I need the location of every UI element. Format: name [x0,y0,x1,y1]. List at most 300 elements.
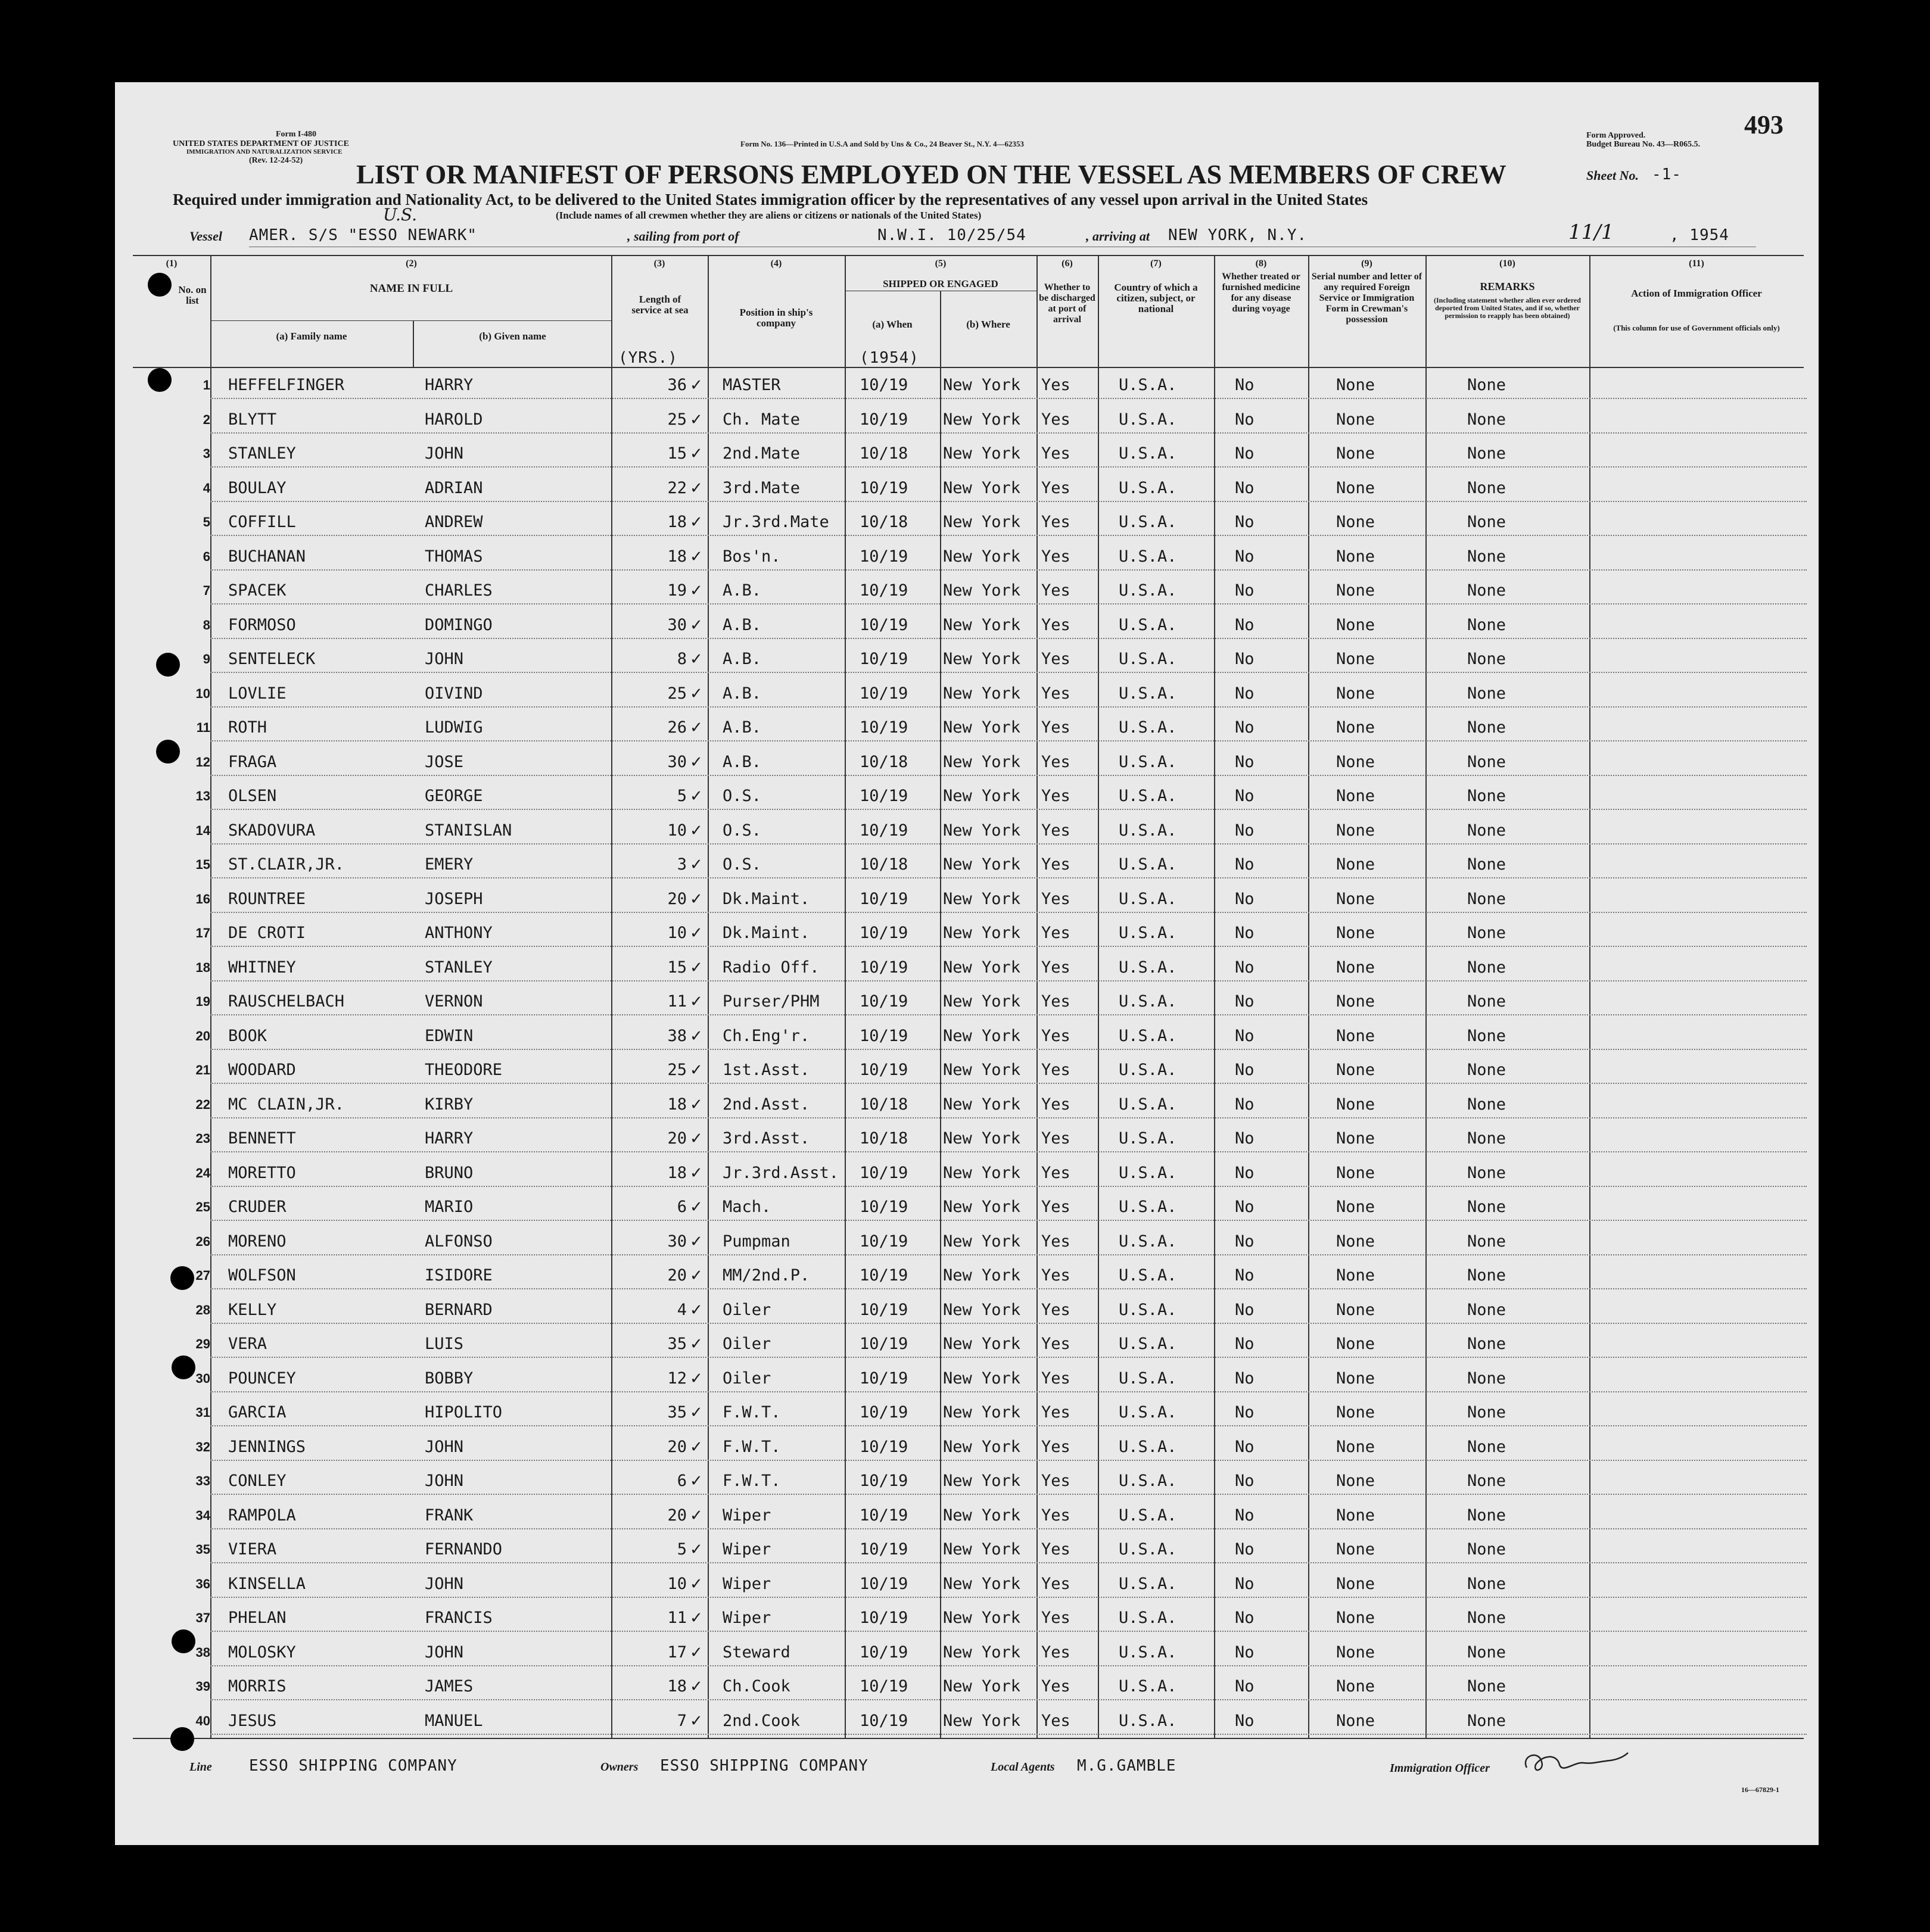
shipped-when: 10/19 [860,1711,908,1730]
checkmark-icon: ✓ [690,1506,703,1525]
discharged: Yes [1041,1437,1070,1456]
col10-header: REMARKS [1480,281,1535,292]
citizenship: U.S.A. [1119,478,1177,497]
crew-row [115,1395,1819,1430]
given-name: FRANCIS [425,1609,493,1627]
given-name: STANLEY [425,958,493,977]
shipped-where: New York [943,684,1021,703]
remarks: None [1467,1574,1506,1593]
remarks: None [1467,444,1506,463]
serial-number: None [1336,1061,1375,1079]
crew-row [115,1224,1819,1259]
col10-note: (Including statement whether alien ever ordered deported from United States, and if so, whether permission to reapply has been obtained) [1434,296,1581,320]
shipped-when: 10/18 [860,513,908,531]
medicine: No [1235,1369,1254,1388]
row-number: 39 [195,1679,210,1694]
family-name: WOODARD [228,1061,296,1079]
remarks: None [1467,1711,1506,1730]
serial-number: None [1336,1609,1375,1627]
shipped-when: 10/19 [860,1437,908,1456]
remarks: None [1467,1369,1506,1388]
position: A.B. [723,684,762,703]
shipped-when: 10/19 [860,924,908,942]
vessel-value: AMER. S/S "ESSO NEWARK" [249,226,478,244]
row-rule [210,775,1807,776]
shipped-where: New York [943,1266,1021,1285]
shipped-where: New York [943,650,1021,668]
years-at-sea: 20 [667,1129,687,1148]
discharged: Yes [1041,924,1070,942]
family-name: MOLOSKY [228,1643,296,1662]
shipped-where: New York [943,1472,1021,1490]
line-label: Line [189,1760,212,1774]
shipped-where: New York [943,1643,1021,1662]
remarks: None [1467,958,1506,977]
row-number: 12 [195,754,210,769]
position: F.W.T. [723,1472,781,1490]
years-at-sea: 5 [677,787,687,805]
serial-number: None [1336,444,1375,463]
given-name: DOMINGO [425,615,493,634]
remarks: None [1467,513,1506,531]
serial-number: None [1336,1574,1375,1593]
position: Wiper [723,1506,771,1525]
row-number: 19 [195,994,210,1009]
row-rule [210,1528,1807,1529]
col2-number: (2) [406,258,417,269]
vessel-label: Vessel [189,229,222,244]
family-name: MORETTO [228,1163,296,1182]
col1-header: No. on list [178,284,207,306]
years-at-sea: 30 [667,752,687,771]
serial-number: None [1336,821,1375,840]
position: A.B. [723,718,762,737]
row-number: 3 [203,446,210,461]
shipped-where: New York [943,1095,1021,1114]
checkmark-icon: ✓ [690,1095,703,1114]
family-name: JENNINGS [228,1437,306,1456]
discharged: Yes [1041,1335,1070,1353]
row-number: 29 [195,1336,210,1351]
position: Mach. [723,1198,771,1216]
family-name: COFFILL [228,513,296,531]
years-at-sea: 20 [667,1437,687,1456]
given-name: VERNON [425,992,483,1011]
shipped-when: 10/19 [860,615,908,634]
position: MM/2nd.P. [723,1266,810,1285]
serial-number: None [1336,1540,1375,1559]
given-name: MARIO [425,1198,474,1216]
discharged: Yes [1041,650,1070,668]
checkmark-icon: ✓ [690,1027,703,1045]
remarks: None [1467,889,1506,908]
medicine: No [1235,855,1254,874]
col11-note: (This column for use of Government officials only) [1613,323,1780,332]
citizenship: U.S.A. [1119,650,1177,668]
position: MASTER [723,376,781,394]
shipped-where: New York [943,478,1021,497]
dept-line-2: IMMIGRATION AND NATURALIZATION SERVICE [186,148,343,155]
given-name: JOHN [425,444,464,463]
years-at-sea: 18 [667,1677,687,1696]
discharged: Yes [1041,1711,1070,1730]
crew-row [115,745,1819,780]
shipped-when: 10/19 [860,1232,908,1251]
row-rule [210,1494,1807,1495]
serial-number: None [1336,1026,1375,1045]
col5a-header: (a) When [872,319,913,330]
col5-year: (1954) [860,349,919,367]
family-name: MC CLAIN,JR. [228,1095,345,1114]
shipped-when: 10/19 [860,581,908,600]
punch-hole [148,273,172,297]
remarks: None [1467,924,1506,942]
crew-row [115,1669,1819,1704]
crew-row [115,642,1819,677]
family-name: BLYTT [228,410,277,429]
agents-value: M.G.GAMBLE [1077,1757,1176,1775]
remarks: None [1467,615,1506,634]
discharged: Yes [1041,1472,1070,1490]
given-name: ANDREW [425,513,483,531]
serial-number: None [1336,1129,1375,1148]
checkmark-icon: ✓ [690,376,703,394]
citizenship: U.S.A. [1119,752,1177,771]
row-number: 5 [203,515,210,529]
discharged: Yes [1041,1609,1070,1627]
shipped-where: New York [943,1403,1021,1422]
col1-number: (1) [166,258,178,269]
citizenship: U.S.A. [1119,547,1177,566]
shipped-when: 10/19 [860,958,908,977]
crew-row [115,1087,1819,1122]
checkmark-icon: ✓ [690,890,703,908]
position: Dk.Maint. [723,889,810,908]
shipped-when: 10/19 [860,1677,908,1696]
discharged: Yes [1041,855,1070,874]
crew-row [115,1053,1819,1087]
remarks: None [1467,1129,1506,1148]
checkmark-icon: ✓ [690,1575,703,1593]
family-name: POUNCEY [228,1369,296,1388]
row-rule [210,638,1807,639]
years-at-sea: 10 [667,924,687,942]
citizenship: U.S.A. [1119,1472,1177,1490]
row-number: 23 [195,1131,210,1146]
shipped-where: New York [943,992,1021,1011]
crew-row [115,1121,1819,1156]
shipped-where: New York [943,787,1021,805]
serial-number: None [1336,410,1375,429]
citizenship: U.S.A. [1119,1506,1177,1525]
given-name: ADRIAN [425,478,483,497]
col11-number: (11) [1689,258,1704,269]
printer-line: Form No. 136—Printed in U.S.A and Sold by Uns & Co., 24 Beaver St., N.Y. 4—62353 [740,139,1024,148]
sailing-label: , sailing from port of [627,229,739,244]
medicine: No [1235,1711,1254,1730]
crew-row [115,505,1819,540]
remarks: None [1467,1026,1506,1045]
shipped-where: New York [943,1026,1021,1045]
medicine: No [1235,718,1254,737]
family-name: BOOK [228,1026,267,1045]
punch-hole [172,1355,195,1379]
col9-header: Serial number and letter of any required Foreign Service or Immigration Form in Crewman's possession [1311,272,1422,325]
remarks: None [1467,376,1506,394]
shipped-when: 10/18 [860,1095,908,1114]
citizenship: U.S.A. [1119,444,1177,463]
family-name: ROUNTREE [228,889,306,908]
row-rule [210,1186,1807,1187]
checkmark-icon: ✓ [690,1130,703,1148]
row-rule [210,809,1807,810]
remarks: None [1467,410,1506,429]
shipped-where: New York [943,376,1021,394]
citizenship: U.S.A. [1119,1163,1177,1182]
row-rule [210,1151,1807,1152]
col3-unit: (YRS.) [618,349,678,367]
years-at-sea: 15 [667,958,687,977]
family-name: FORMOSO [228,615,296,634]
form-revision: (Rev. 12-24-52) [249,156,303,165]
given-name: THEODORE [425,1061,503,1079]
shipped-when: 10/19 [860,992,908,1011]
crew-row [115,1327,1819,1361]
medicine: No [1235,992,1254,1011]
row-rule [210,1083,1807,1084]
row-number: 24 [195,1165,210,1180]
medicine: No [1235,889,1254,908]
citizenship: U.S.A. [1119,821,1177,840]
shipped-where: New York [943,1369,1021,1388]
shipped-when: 10/18 [860,1129,908,1148]
col2-header: NAME IN FULL [369,282,453,295]
shipped-when: 10/19 [860,718,908,737]
years-at-sea: 15 [667,444,687,463]
remarks: None [1467,547,1506,566]
row-rule [210,1254,1807,1255]
given-name: MANUEL [425,1711,483,1730]
row-rule [210,1391,1807,1392]
col5-number: (5) [935,258,947,269]
citizenship: U.S.A. [1119,889,1177,908]
family-name: MORRIS [228,1677,287,1696]
dept-line-1: UNITED STATES DEPARTMENT OF JUSTICE [173,139,349,148]
checkmark-icon: ✓ [690,445,703,463]
citizenship: U.S.A. [1119,410,1177,429]
given-name: BRUNO [425,1163,474,1182]
crew-row [115,1567,1819,1601]
shipped-where: New York [943,1540,1021,1559]
medicine: No [1235,787,1254,805]
medicine: No [1235,1095,1254,1114]
position: Pumpman [723,1232,790,1251]
citizenship: U.S.A. [1119,1711,1177,1730]
row-number: 28 [195,1302,210,1317]
col11-header: Action of Immigration Officer [1631,288,1762,299]
discharged: Yes [1041,1095,1070,1114]
remarks: None [1467,1437,1506,1456]
manifest-title: LIST OR MANIFEST OF PERSONS EMPLOYED ON THE VESSEL AS MEMBERS OF CREW [356,159,1506,189]
serial-number: None [1336,889,1375,908]
position: 2nd.Cook [723,1711,801,1730]
years-at-sea: 25 [667,410,687,429]
crew-row [115,1190,1819,1224]
citizenship: U.S.A. [1119,1026,1177,1045]
col9-number: (9) [1361,258,1372,269]
shipped-when: 10/19 [860,1369,908,1388]
row-rule [210,1665,1807,1666]
remarks: None [1467,1163,1506,1182]
medicine: No [1235,1232,1254,1251]
serial-number: None [1336,513,1375,531]
discharged: Yes [1041,547,1070,566]
crew-row [115,1498,1819,1533]
checkmark-icon: ✓ [690,547,703,566]
discharged: Yes [1041,1369,1070,1388]
medicine: No [1235,376,1254,394]
agents-label: Local Agents [991,1760,1055,1774]
crew-row [115,779,1819,814]
discharged: Yes [1041,1129,1070,1148]
discharged: Yes [1041,615,1070,634]
checkmark-icon: ✓ [690,1232,703,1251]
row-number: 22 [195,1096,210,1112]
row-rule [210,1562,1807,1563]
crew-row [115,951,1819,985]
medicine: No [1235,581,1254,600]
family-name: WOLFSON [228,1266,296,1285]
row-number: 40 [195,1713,210,1728]
medicine: No [1235,1643,1254,1662]
remarks: None [1467,855,1506,874]
medicine: No [1235,684,1254,703]
serial-number: None [1336,650,1375,668]
position: O.S. [723,821,762,840]
family-name: BOULAY [228,478,287,497]
years-at-sea: 8 [677,650,687,668]
crew-row [115,882,1819,917]
discharged: Yes [1041,478,1070,497]
serial-number: None [1336,1198,1375,1216]
remarks: None [1467,992,1506,1011]
medicine: No [1235,1609,1254,1627]
row-number: 32 [195,1439,210,1454]
years-at-sea: 7 [677,1711,687,1730]
row-number: 27 [195,1268,210,1283]
row-number: 17 [195,926,210,940]
shipped-where: New York [943,1506,1021,1525]
years-at-sea: 20 [667,1266,687,1285]
years-at-sea: 20 [667,1506,687,1525]
checkmark-icon: ✓ [690,958,703,977]
citizenship: U.S.A. [1119,615,1177,634]
position: Wiper [723,1574,771,1593]
shipped-when: 10/19 [860,1026,908,1045]
shipped-when: 10/19 [860,1198,908,1216]
col6-header: Whether to be discharged at port of arrival [1039,282,1095,325]
row-rule [210,432,1807,434]
family-name: BUCHANAN [228,547,306,566]
family-name: LOVLIE [228,684,287,703]
shipped-when: 10/19 [860,1540,908,1559]
given-name: STANISLAN [425,821,512,840]
position: 3rd.Asst. [723,1129,810,1148]
shipped-when: 10/19 [860,1266,908,1285]
family-name: RAUSCHELBACH [228,992,345,1011]
medicine: No [1235,1266,1254,1285]
serial-number: None [1336,1232,1375,1251]
position: Wiper [723,1609,771,1627]
position: Oiler [723,1300,771,1319]
remarks: None [1467,581,1506,600]
row-rule [210,672,1807,673]
serial-number: None [1336,1369,1375,1388]
serial-number: None [1336,1437,1375,1456]
row-number: 6 [203,549,210,564]
medicine: No [1235,1061,1254,1079]
years-at-sea: 11 [667,992,687,1011]
position: F.W.T. [723,1437,781,1456]
checkmark-icon: ✓ [690,787,703,805]
shipped-when: 10/19 [860,650,908,668]
row-rule [210,1220,1807,1221]
row-rule [210,877,1807,878]
row-rule [210,535,1807,536]
medicine: No [1235,1472,1254,1490]
medicine: No [1235,1677,1254,1696]
years-at-sea: 35 [667,1403,687,1422]
crew-row [115,984,1819,1019]
shipped-where: New York [943,1437,1021,1456]
medicine: No [1235,547,1254,566]
checkmark-icon: ✓ [690,1678,703,1696]
checkmark-icon: ✓ [690,650,703,668]
family-name: VIERA [228,1540,277,1559]
crew-row [115,1156,1819,1191]
medicine: No [1235,752,1254,771]
row-number: 10 [195,685,210,701]
col7-number: (7) [1150,258,1162,269]
col5b-header: (b) Where [966,319,1010,330]
serial-number: None [1336,547,1375,566]
row-number: 36 [195,1576,210,1591]
shipped-when: 10/19 [860,889,908,908]
serial-number: None [1336,1506,1375,1525]
serial-number: None [1336,1095,1375,1114]
arriving-label: , arriving at [1086,229,1150,244]
row-rule [210,912,1807,913]
medicine: No [1235,650,1254,668]
given-name: KIRBY [425,1095,474,1114]
shipped-when: 10/18 [860,444,908,463]
citizenship: U.S.A. [1119,958,1177,977]
family-name: ROTH [228,718,267,737]
discharged: Yes [1041,1266,1070,1285]
officer-label: Immigration Officer [1390,1762,1490,1775]
position: Ch. Mate [723,410,801,429]
row-rule [210,1631,1807,1632]
form-approved: Form Approved. [1586,131,1646,140]
discharged: Yes [1041,1403,1070,1422]
medicine: No [1235,444,1254,463]
sailing-value: N.W.I. 10/25/54 [877,226,1026,244]
medicine: No [1235,958,1254,977]
checkmark-icon: ✓ [690,1643,703,1662]
crew-row [115,608,1819,643]
medicine: No [1235,1437,1254,1456]
position: O.S. [723,855,762,874]
